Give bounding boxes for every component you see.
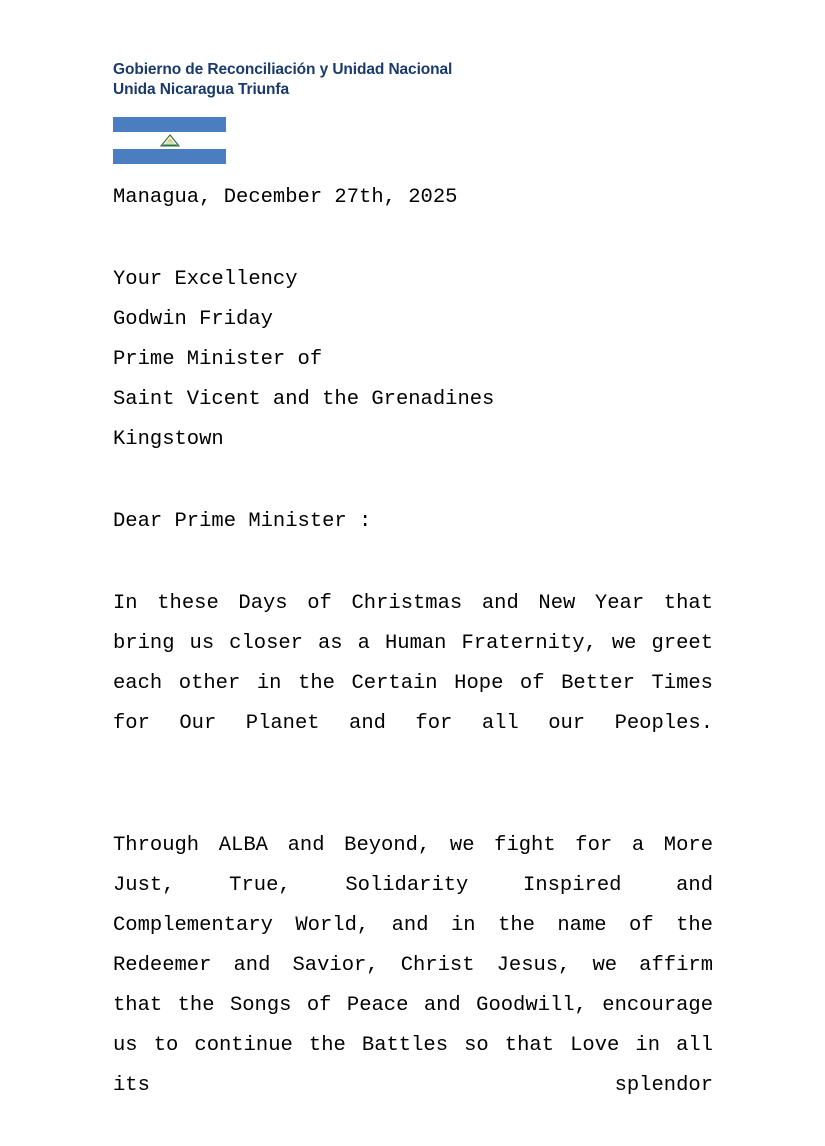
address-line: Godwin Friday — [113, 308, 273, 331]
paragraph: Through ALBA and Beyond, we fight for a More Just, True, Solidarity Inspired and Complementary World, and in the name of the Redeemer and Savior, Christ Jesus, we affirm that the Songs of Peace and Goodwill, encourage us to continue the Battles so that Love in all its splendor — [113, 834, 713, 1097]
nicaragua-flag — [113, 117, 226, 164]
paragraph: In these Days of Christmas and New Year that bring us closer as a Human Fraternity, we greet each other in the Certain Hope of Better Times for Our Planet and for all our Peoples. — [113, 592, 713, 735]
address-line: Prime Minister of — [113, 348, 323, 371]
letter-body — [113, 178, 713, 1146]
salutation: Dear Prime Minister : — [113, 510, 372, 533]
dateline: Managua, December 27th, 2025 — [113, 186, 458, 209]
letterhead — [113, 60, 733, 100]
address-line: Kingstown — [113, 428, 224, 451]
flag-band-top — [113, 117, 226, 132]
letterhead-line-1: Gobierno de Reconciliación y Unidad Nacional — [113, 61, 453, 78]
address-line: Saint Vicent and the Grenadines — [113, 388, 495, 411]
recipient-address — [113, 260, 713, 460]
flag-band-bottom — [113, 149, 226, 164]
address-line: Your Excellency — [113, 268, 298, 291]
letterhead-line-2: Unida Nicaragua Triunfa — [113, 81, 289, 98]
flag-emblem-icon — [159, 134, 181, 147]
